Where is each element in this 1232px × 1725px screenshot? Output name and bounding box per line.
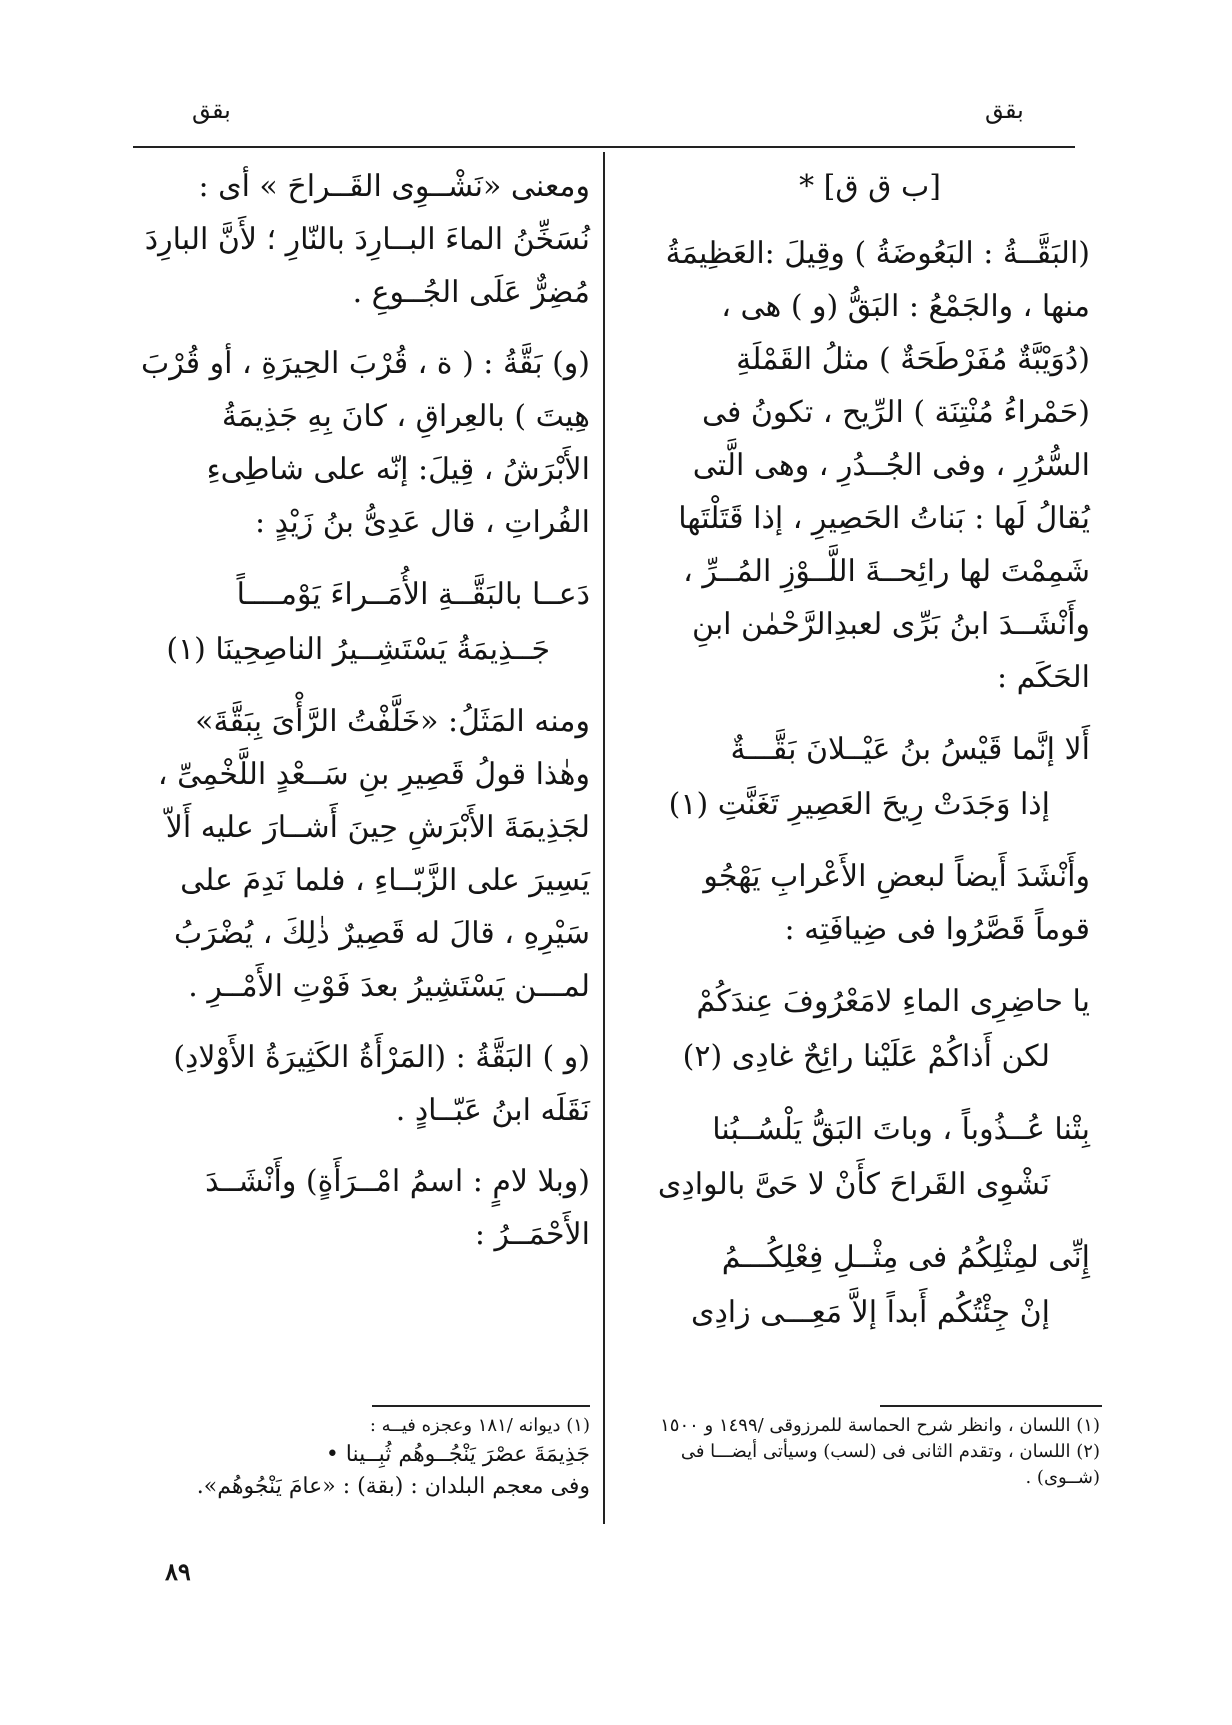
verse-hemistich-first: أَلا إنَّما قَيْسُ بنُ عَيْــلانَ بَقَّـــةٌ	[730, 732, 1090, 767]
column-divider	[603, 152, 605, 1524]
entry-paragraph: (و ) البَقَّةُ : (المَرْأَةُ الكَثِيرَةُ الأَوْلادِ) نَقَلَه ابنُ عَبّــادٍ .	[173, 1040, 590, 1128]
poem-verse	[650, 1230, 1090, 1340]
footnote: (٢) اللسان ، وتقدم الثانى فى (لسب) وسيأتى أيضـــا فى (شــوى) .	[680, 1441, 1100, 1488]
entry-paragraph: ومنه المَثَلُ: «خَلَّفْتُ الرَّأْىَ بِبَقَّةَ» وهٰذا قولُ قَصِيرِ بنِ سَــعْدٍ اللَّخْمِىِّ ، لجَذِيمَةَ الأَبْرَشِ حِينَ أَشــارَ عليه أَلاّ يَسِيرَ على الزَّبّــاءِ ، فلما نَدِمَ على سَيْرِهِ ، قالَ له قَصِيرٌ ذٰلِكَ ، يُضْرَبُ لمـــن يَسْتَشِيرُ بعدَ فَوْتِ الأَمْــرِ .	[157, 704, 590, 1004]
verse-hemistich-first: إِنِّى لمِثْلِكُمُ فى مِثْــلِ فِعْلِكُـــمُ	[721, 1240, 1090, 1275]
footnote-verse: جَذِيمَةَ عصْرَ يَنْجُــوهُم ثُبِــينا •	[325, 1442, 590, 1467]
verse-hemistich-first: بِتْنا عُــذُوباً ، وباتَ البَقُّ يَلْسُــبُنا	[712, 1112, 1090, 1147]
verse-hemistich-second: إذا وَجَدَتْ رِيحَ العَصِيرِ تَغَنَّتِ (١)	[668, 787, 1050, 822]
poem-verse	[135, 567, 590, 677]
footnote-rule-right	[880, 1405, 1102, 1407]
entry-paragraph: ومعنى «نَشْــوِى القَــراحَ » أى : نُسَخِّنُ الماءَ البــارِدَ بالنّارِ ؛ لأَنَّ البارِدَ مُضِرٌّ عَلَى الجُــوعِ .	[144, 169, 590, 310]
header-rule	[133, 146, 1075, 148]
footnotes-left	[140, 1413, 590, 1503]
entry-root-title: [ب ق ق] *	[799, 169, 941, 204]
verse-hemistich-second: جَــذِيمَةُ يَسْتَشِــيرُ الناصِحِينَا (١)	[166, 632, 550, 667]
page-number: ٨٩	[165, 1557, 191, 1586]
right-column	[650, 160, 1090, 1358]
entry-paragraph: (و) بَقَّةُ : ( ة ، قُرْبَ الحِيرَةِ ، أو قُرْبَ هِيتَ ) بالعِراقِ ، كانَ بِهِ جَذِيمَةُ الأَبْرَشُ ، قِيلَ: إنّه على شاطِىءِ الفُراتِ ، قال عَدِىُّ بنُ زَيْدٍ :	[140, 346, 590, 540]
poem-verse	[650, 1102, 1090, 1212]
footnote-rule-left	[372, 1405, 590, 1407]
entry-paragraph: وأَنْشَدَ أَيضاً لبعضِ الأَعْرابِ يَهْجُو قوماً قَصَّرُوا فى ضِيافَتِه :	[703, 859, 1090, 947]
running-header-right: بقق	[985, 96, 1024, 124]
verse-hemistich-second: إنْ جِئْتُكُم أَبداً إلاَّ مَعِـــى زادِى	[690, 1295, 1050, 1330]
running-header-left: بقق	[192, 96, 231, 124]
entry-paragraph: (البَقَّــةُ : البَعُوضَةُ ) وقِيلَ :العَظِيمَةُ منها ، والجَمْعُ : البَقُّ (و ) هى ، (دُوَيْبَّةٌ مُفَرْطَحَةٌ ) مثلُ القَمْلَةِ (حَمْراءُ مُنْتِنَة ) الرِّيح ، تكونُ فى السُّرُرِ ، وفى الجُــدُرِ ، وهى الَّتى يُقالُ لَها : بَناتُ الحَصِيرِ ، إذا قَتَلْتَها شَمِمْتَ لها رائِحــةَ اللَّــوْزِ المُــرِّ ، وأَنْشَــدَ ابنُ بَرِّى لعبدِالرَّحْمٰن ابنِ الحَكَم :	[665, 236, 1090, 695]
verse-hemistich-first: دَعــا بالبَقَّــةِ الأُمَــراءَ يَوْمــــاً	[236, 577, 590, 612]
entry-paragraph: (وبلا لامٍ : اسمُ امْــرَأَةٍ) وأَنْشَــدَ الأَحْمَــرُ :	[205, 1164, 590, 1252]
poem-verse	[650, 974, 1090, 1084]
verse-hemistich-second: نَشْوِى القَراحَ كأَنْ لا حَىَّ بالوادِى	[657, 1167, 1050, 1202]
poem-verse	[650, 722, 1090, 832]
footnote: وفى معجم البلدان : (بقة) : «عامَ يَنْجُوهُم».	[196, 1474, 590, 1499]
left-column	[135, 160, 590, 1279]
verse-hemistich-first: يا حاضِرِى الماءِ لامَعْرُوفَ عِندَكُمْ	[696, 984, 1090, 1019]
verse-hemistich-second: لكن أَذاكُمْ عَلَيْنا رائِحٌ غادِى (٢)	[682, 1039, 1050, 1074]
footnotes-right	[660, 1413, 1100, 1491]
footnote: (١) اللسان ، وانظر شرح الحماسة للمرزوقى /١٤٩٩ و ١٥٠٠	[660, 1415, 1100, 1436]
footnote: (١) ديوانه /١٨١ وعجزه فيــه :	[369, 1415, 590, 1436]
